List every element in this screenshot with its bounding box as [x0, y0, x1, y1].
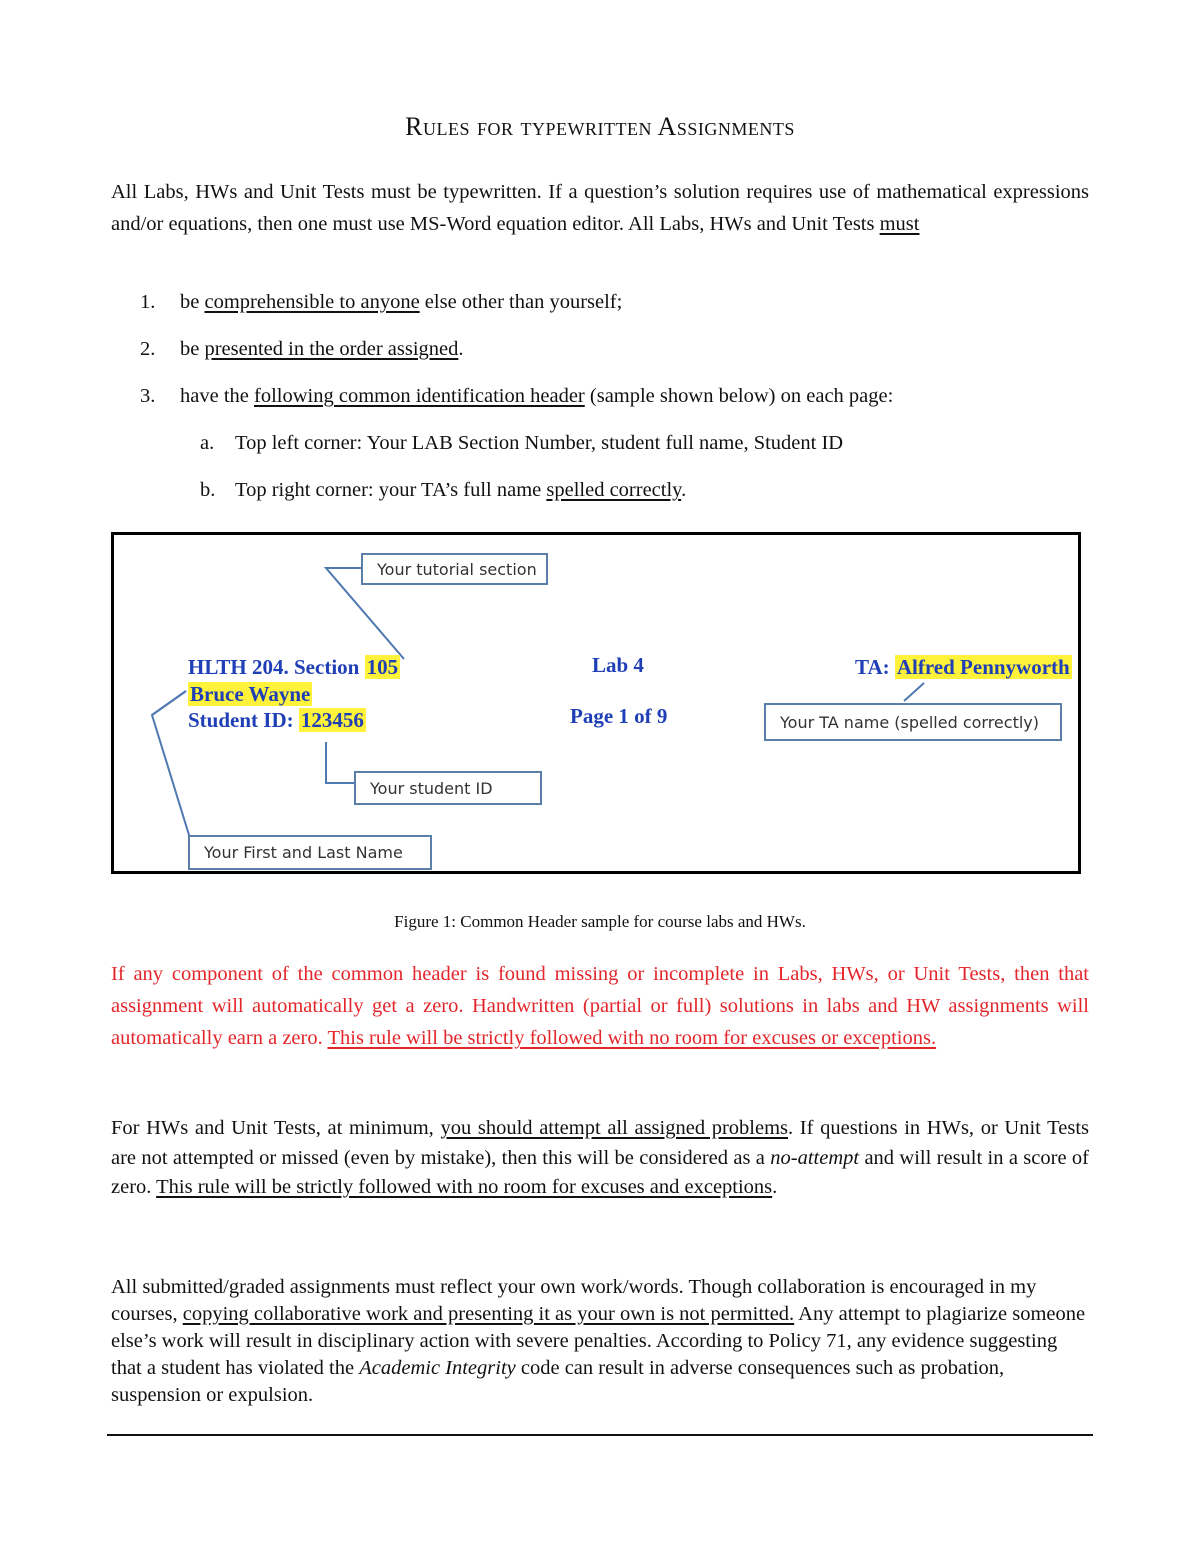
student-name: Bruce Wayne — [190, 682, 311, 706]
warning-underlined: This rule will be strictly followed with no room for excuses or exceptions. — [327, 1027, 937, 1049]
ta-label: TA: — [855, 655, 895, 679]
section-number: 105 — [366, 655, 399, 679]
callout-student-id: Your student ID — [354, 771, 542, 805]
list-underlined: comprehensible to anyone — [204, 291, 420, 313]
warning-text: If any component of the common header is found missing or incomplete in Labs, HWs, or Unit Tests, then that assignment will automatically get a zero. Handwritten (partial or full) solutions in labs and HW assignments will automatically earn a zero. — [111, 963, 1089, 1049]
course-line: HLTH 204. Section — [188, 655, 365, 679]
callout-first-last-name: Your First and Last Name — [188, 835, 432, 870]
course-section-line — [188, 655, 400, 680]
page-number: Page 1 of 9 — [570, 704, 668, 728]
list-underlined: presented in the order assigned — [204, 338, 459, 360]
list-text: (sample shown below) on each page: — [584, 385, 894, 407]
list-underlined: following common identification header — [254, 385, 585, 407]
attempt-text: . If questions in HWs, or Unit Tests are not attempted or missed (even by mistake), then this will be considered as a — [111, 1117, 1089, 1169]
list-text: have the — [180, 385, 254, 407]
intro-paragraph — [111, 176, 1089, 240]
ta-line — [855, 655, 1072, 680]
student-id-value: 123456 — [300, 708, 364, 732]
footer-divider — [107, 1434, 1093, 1436]
ta-name: Alfred Pennyworth — [896, 655, 1070, 679]
list-number: 3. — [140, 385, 156, 407]
warning-paragraph — [111, 958, 1089, 1054]
sublist-text: . — [681, 479, 687, 501]
attempt-text: and will result in a score of zero. — [111, 1146, 1089, 1198]
sublist-text: Top left corner: Your LAB Section Number, student full name, Student ID — [235, 432, 844, 454]
sublist-underlined: spelled correctly — [546, 479, 682, 501]
attempt-emphasis: no-attempt — [770, 1146, 860, 1169]
list-number: 2. — [140, 338, 156, 360]
list-text: . — [458, 338, 464, 360]
intro-must: must — [879, 213, 920, 235]
intro-text: All Labs, HWs and Unit Tests must be typewritten. If a question’s solution requires use of mathematical expressions and/or equations, then one must use MS-Word equation editor. All Labs, HWs and Unit Tests — [111, 181, 1089, 235]
attempt-text: . — [772, 1176, 778, 1198]
integrity-emphasis: Academic Integrity — [359, 1357, 516, 1379]
list-text: be — [180, 338, 205, 360]
attempt-paragraph — [111, 1114, 1089, 1203]
sublist-letter: b. — [200, 479, 216, 501]
integrity-text: All submitted/graded assignments must reflect your own work/words. Though collaboration is encouraged in my courses, — [111, 1276, 1037, 1325]
list-text: else other than yourself; — [419, 291, 623, 313]
figure-caption: Figure 1: Common Header sample for course labs and HWs. — [394, 912, 806, 931]
integrity-underlined: copying collaborative work and presenting it as your own is not permitted. — [182, 1303, 795, 1325]
callout-tutorial-section: Your tutorial section — [361, 553, 548, 585]
lab-number: Lab 4 — [592, 653, 644, 677]
student-name-line — [188, 682, 312, 707]
attempt-text: For HWs and Unit Tests, at minimum, — [111, 1117, 441, 1139]
attempt-underlined: This rule will be strictly followed with no room for excuses and exceptions — [156, 1176, 773, 1198]
page-title: Rules for typewritten Assignments — [405, 112, 795, 141]
integrity-paragraph — [111, 1274, 1089, 1409]
list-number: 1. — [140, 291, 156, 313]
student-id-label: Student ID: — [188, 708, 299, 732]
callout-ta-name: Your TA name (spelled correctly) — [764, 703, 1062, 741]
student-id-line — [188, 708, 366, 733]
header-sample-figure — [111, 532, 1081, 874]
integrity-text: code can result in adverse consequences such as probation, suspension or expulsion. — [111, 1357, 1005, 1406]
integrity-text: Any attempt to plagiarize someone else’s work will result in disciplinary action with severe penalties. According to Policy 71, any evidence suggesting that a student has violated the — [111, 1303, 1086, 1379]
list-text: be — [180, 291, 205, 313]
attempt-underlined: you should attempt all assigned problems — [440, 1117, 789, 1139]
sublist-letter: a. — [200, 432, 215, 454]
ta-callout-line — [904, 683, 924, 701]
sublist-text: Top right corner: your TA’s full name — [235, 479, 547, 501]
